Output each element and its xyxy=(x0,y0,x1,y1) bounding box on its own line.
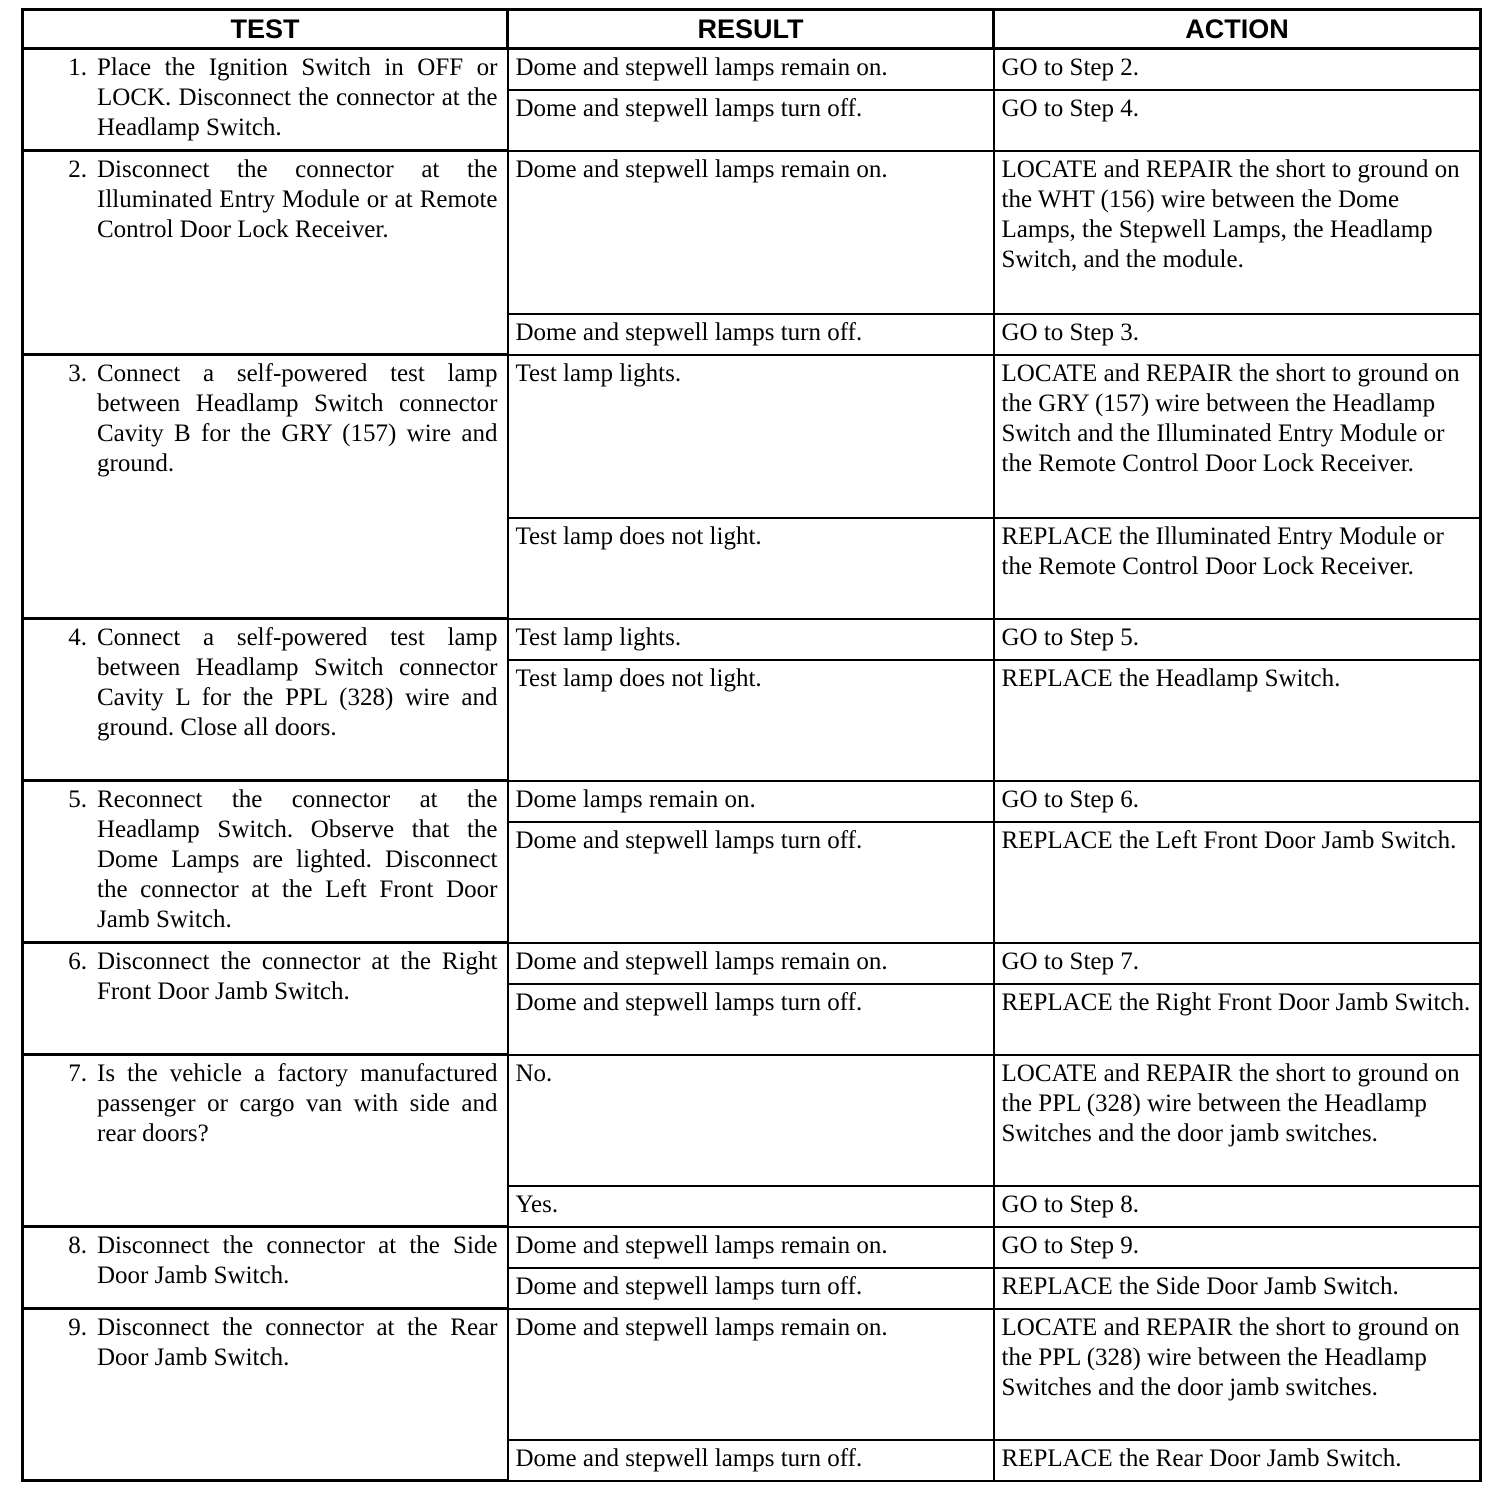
step-test-text: Is the vehicle a factory manufactured passenger or cargo van with side and rear doors? xyxy=(97,1060,498,1147)
test-cell xyxy=(23,781,508,943)
diagnostic-table xyxy=(21,8,1482,1482)
result-cell: Dome and stepwell lamps turn off. xyxy=(508,1440,994,1481)
result-cell: Yes. xyxy=(508,1186,994,1227)
step-test-text: Disconnect the connector at the Side Door Jamb Switch. xyxy=(97,1232,498,1289)
result-cell: Dome and stepwell lamps remain on. xyxy=(508,943,994,984)
result-cell: Dome and stepwell lamps remain on. xyxy=(508,1227,994,1268)
result-cell: Dome and stepwell lamps remain on. xyxy=(508,151,994,314)
table-body xyxy=(23,49,1481,1481)
action-cell: GO to Step 7. xyxy=(994,943,1481,984)
table-row xyxy=(23,619,1481,660)
table-row xyxy=(23,1309,1481,1440)
step-test-text: Connect a self-powered test lamp between Headlamp Switch connector Cavity B for the GRY (157) wire and ground. xyxy=(97,360,498,477)
table-row xyxy=(23,1227,1481,1268)
table-row xyxy=(23,49,1481,90)
result-cell: Dome and stepwell lamps turn off. xyxy=(508,1268,994,1309)
result-cell: No. xyxy=(508,1055,994,1186)
step-number: 1. xyxy=(68,54,87,81)
header-action: ACTION xyxy=(994,10,1481,49)
table-row xyxy=(23,355,1481,518)
result-cell: Dome and stepwell lamps turn off. xyxy=(508,90,994,151)
test-cell xyxy=(23,355,508,619)
step-test-text: Connect a self-powered test lamp between Headlamp Switch connector Cavity L for the PPL (328) wire and ground. Close all doors. xyxy=(97,624,498,741)
test-cell xyxy=(23,1227,508,1309)
action-cell: REPLACE the Side Door Jamb Switch. xyxy=(994,1268,1481,1309)
result-cell: Dome and stepwell lamps remain on. xyxy=(508,49,994,90)
action-cell: GO to Step 9. xyxy=(994,1227,1481,1268)
test-cell xyxy=(23,1055,508,1227)
table-row xyxy=(23,781,1481,822)
result-cell: Test lamp does not light. xyxy=(508,518,994,619)
step-number: 2. xyxy=(68,156,87,183)
document-page xyxy=(21,8,1479,1482)
action-cell: LOCATE and REPAIR the short to ground on the WHT (156) wire between the Dome Lamps, the Stepwell Lamps, the Headlamp Switch, and the module. xyxy=(994,151,1481,314)
result-cell: Dome and stepwell lamps turn off. xyxy=(508,822,994,943)
result-cell: Dome and stepwell lamps turn off. xyxy=(508,984,994,1055)
test-cell xyxy=(23,49,508,151)
action-cell: REPLACE the Rear Door Jamb Switch. xyxy=(994,1440,1481,1481)
action-cell: GO to Step 3. xyxy=(994,314,1481,355)
step-test-text: Disconnect the connector at the Illuminated Entry Module or at Remote Control Door Lock Receiver. xyxy=(97,156,498,243)
test-cell xyxy=(23,619,508,781)
step-number: 5. xyxy=(68,786,87,813)
action-cell: GO to Step 5. xyxy=(994,619,1481,660)
action-cell: LOCATE and REPAIR the short to ground on the PPL (328) wire between the Headlamp Switches and the door jamb switches. xyxy=(994,1309,1481,1440)
result-cell: Test lamp lights. xyxy=(508,619,994,660)
result-cell: Test lamp lights. xyxy=(508,355,994,518)
test-cell xyxy=(23,943,508,1055)
test-cell xyxy=(23,151,508,355)
action-cell: LOCATE and REPAIR the short to ground on the GRY (157) wire between the Headlamp Switch and the Illuminated Entry Module or the Remote Control Door Lock Receiver. xyxy=(994,355,1481,518)
step-number: 8. xyxy=(68,1232,87,1259)
result-cell: Test lamp does not light. xyxy=(508,660,994,781)
result-cell: Dome lamps remain on. xyxy=(508,781,994,822)
result-cell: Dome and stepwell lamps turn off. xyxy=(508,314,994,355)
step-test-text: Disconnect the connector at the Rear Door Jamb Switch. xyxy=(97,1314,498,1371)
action-cell: GO to Step 8. xyxy=(994,1186,1481,1227)
step-number: 9. xyxy=(68,1314,87,1341)
table-row xyxy=(23,151,1481,314)
action-cell: REPLACE the Right Front Door Jamb Switch. xyxy=(994,984,1481,1055)
table-row xyxy=(23,1055,1481,1186)
step-number: 6. xyxy=(68,948,87,975)
header-test: TEST xyxy=(23,10,508,49)
step-number: 4. xyxy=(68,624,87,651)
action-cell: REPLACE the Headlamp Switch. xyxy=(994,660,1481,781)
header-result: RESULT xyxy=(508,10,994,49)
step-test-text: Reconnect the connector at the Headlamp Switch. Observe that the Dome Lamps are lighted. Disconnect the connector at the Left Front Door Jamb Switch. xyxy=(97,786,498,933)
step-test-text: Disconnect the connector at the Right Front Door Jamb Switch. xyxy=(97,948,498,1005)
test-cell xyxy=(23,1309,508,1481)
step-number: 3. xyxy=(68,360,87,387)
action-cell: GO to Step 4. xyxy=(994,90,1481,151)
table-row xyxy=(23,943,1481,984)
action-cell: LOCATE and REPAIR the short to ground on the PPL (328) wire between the Headlamp Switches and the door jamb switches. xyxy=(994,1055,1481,1186)
action-cell: GO to Step 6. xyxy=(994,781,1481,822)
step-number: 7. xyxy=(68,1060,87,1087)
action-cell: REPLACE the Left Front Door Jamb Switch. xyxy=(994,822,1481,943)
result-cell: Dome and stepwell lamps remain on. xyxy=(508,1309,994,1440)
action-cell: REPLACE the Illuminated Entry Module or the Remote Control Door Lock Receiver. xyxy=(994,518,1481,619)
action-cell: GO to Step 2. xyxy=(994,49,1481,90)
step-test-text: Place the Ignition Switch in OFF or LOCK. Disconnect the connector at the Headlamp Switch. xyxy=(97,54,498,141)
header-row xyxy=(23,10,1481,49)
